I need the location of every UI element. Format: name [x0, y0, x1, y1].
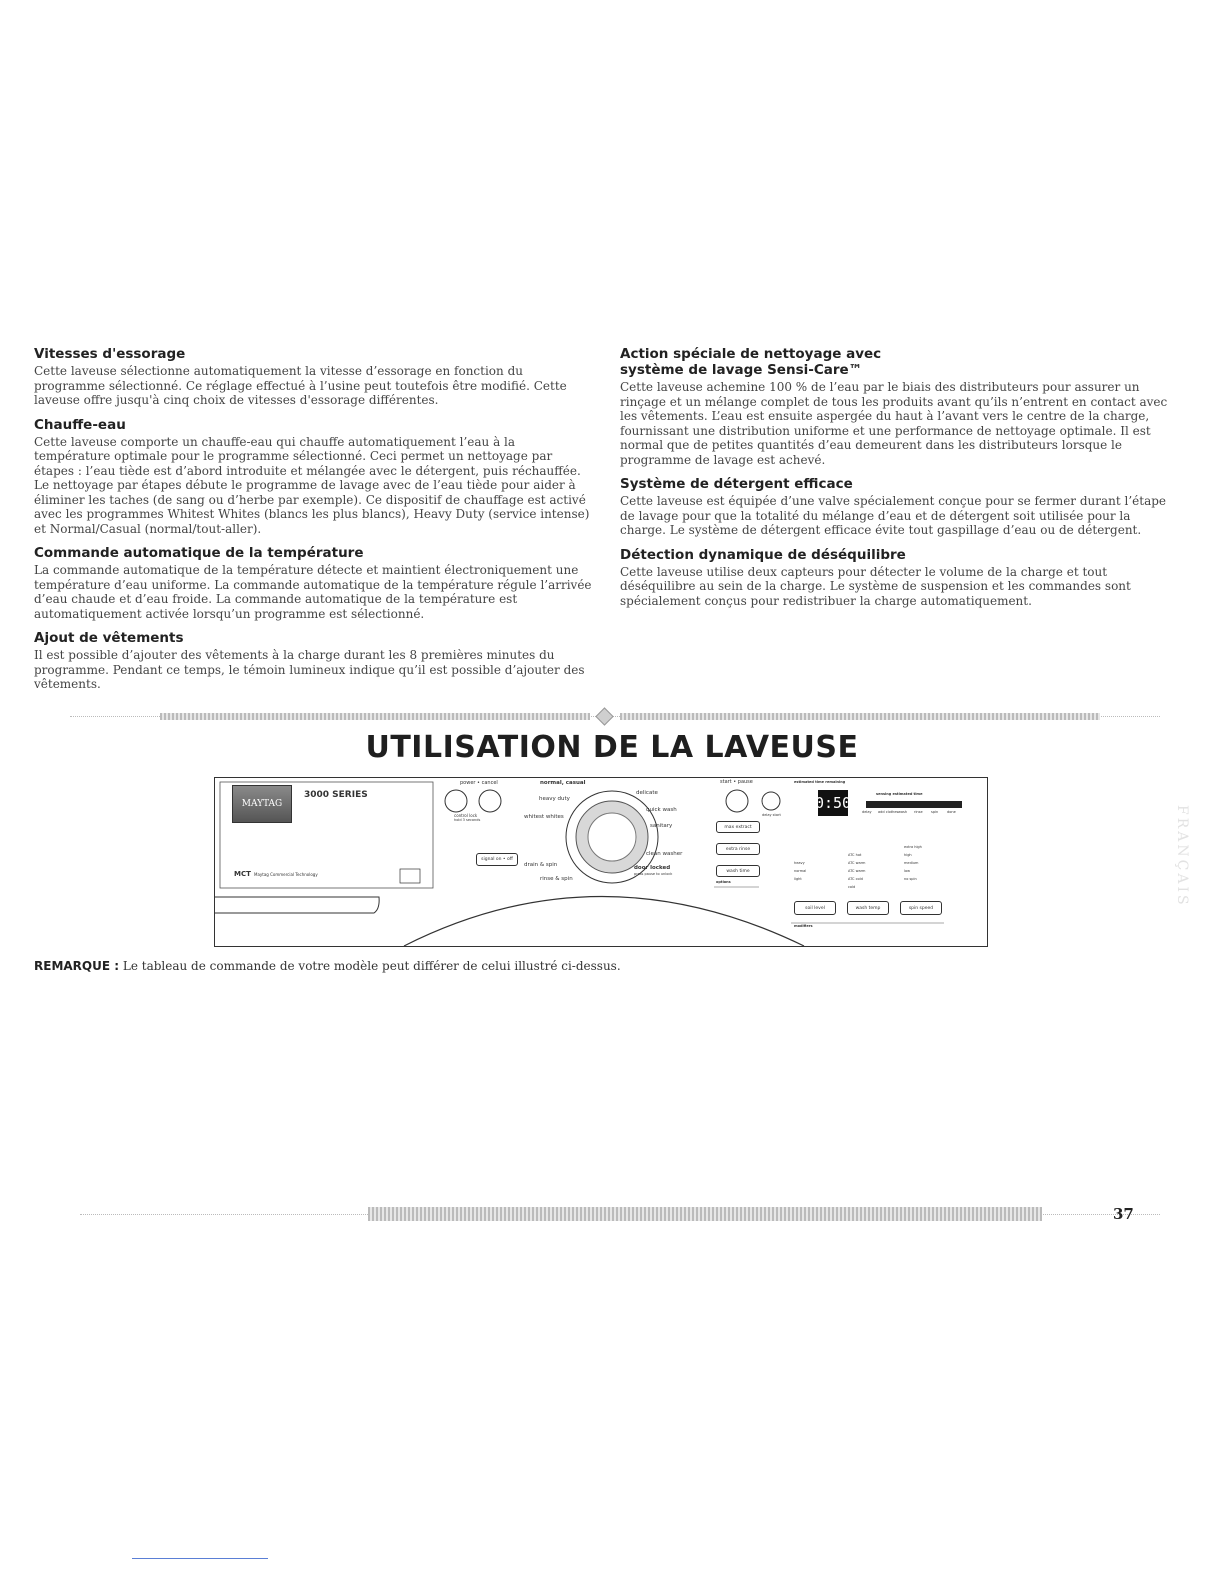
cycle-sanitary[interactable]: sanitary	[650, 823, 673, 829]
soil-level-button[interactable]: soil level	[794, 901, 836, 915]
modifiers-label: modifiers	[794, 924, 813, 928]
mct-label: MCT	[234, 870, 251, 878]
status-stage-wash: wash	[898, 810, 908, 814]
spin-extra-high: extra high	[904, 845, 922, 849]
cycle-whitest-whites[interactable]: whitest whites	[524, 814, 564, 820]
control-lock-sub-label: hold 3 seconds	[454, 818, 481, 822]
options-label: options	[716, 880, 731, 884]
section-body: Cette laveuse comporte un chauffe-eau qui chauffe automatiquement l’eau à la température optimale pour le programme sélectionné. Ceci permet un nettoyage par étapes : l’eau tiède est d’abord introduite et mélangée avec le détergent, puis réchauffée. Le nettoyage par étapes débute le programme de lavage avec de l’eau tiède pour aider à éliminer les taches (de sang ou d’herbe par exemple). Ce dispositif de chauffage est activé avec les programmes Whitest Whites (blancs les plus blancs), Heavy Duty (service intense) et Normal/Casual (normal/tout-aller).	[34, 434, 590, 536]
section-body: Cette laveuse est équipée d’une valve spécialement conçue pour se fermer durant l’étape de lavage pour que la totalité du mélange d’eau et de détergent soit utilisée pour la charge. Le système de détergent efficace évite tout gaspillage d’eau ou de détergent.	[620, 494, 1167, 537]
section-body: Cette laveuse utilise deux capteurs pour détecter le volume de la charge et tout déséquilibre au sein de la charge. Le système de suspension et les commandes sont spécialement conçus pour redistribuer la charge automatiquement.	[620, 564, 1131, 608]
section-title: Ajout de vêtements	[34, 630, 184, 646]
left-column	[34, 346, 594, 701]
section-spin-speeds	[34, 346, 594, 408]
soil-light: light	[794, 877, 802, 881]
page-number: 37	[1113, 1205, 1134, 1223]
bottom-link-line	[132, 1558, 268, 1559]
section-imbalance-detection	[620, 547, 1175, 609]
cycle-normal-casual[interactable]: normal, casual	[540, 780, 586, 786]
page-title: UTILISATION DE LA LAVEUSE	[365, 730, 859, 765]
section-title: Détection dynamique de déséquilibre	[620, 546, 906, 563]
status-title: sensing estimated time	[876, 792, 923, 796]
cycle-heavy-duty[interactable]: heavy duty	[539, 796, 570, 802]
section-body: La commande automatique de la température détecte et maintient électroniquement une température d’eau uniforme. La commande automatique de la température régule l’arrivée d’eau chaude et d’eau froide. La commande automatique de la température est automatiquement activée lorsqu’un programme est sélectionné.	[34, 563, 592, 621]
right-column	[620, 346, 1175, 617]
divider-band-right	[620, 713, 1100, 720]
extra-rinse-button[interactable]: extra rinse	[716, 843, 760, 855]
cycle-quick-wash[interactable]: quick wash	[646, 807, 677, 813]
section-title: Vitesses d'essorage	[34, 346, 186, 362]
signal-button[interactable]: signal on • off	[476, 853, 518, 866]
estimated-time-label: estimated time remaining	[794, 780, 846, 784]
section-body: Cette laveuse sélectionne automatiquement la vitesse d’essorage en fonction du programme sélectionné. Ce réglage effectué à l’usine peut toutefois être modifié. Cette laveuse offre jusqu'à cinq choix de vitesses d'essorage différentes.	[34, 364, 567, 407]
door-locked-indicator: door locked	[634, 865, 671, 871]
series-label: 3000 SERIES	[304, 790, 368, 800]
cycle-drain-spin[interactable]: drain & spin	[524, 862, 558, 868]
section-title: Système de détergent efficace	[620, 476, 853, 492]
cycle-rinse-spin[interactable]: rinse & spin	[540, 876, 573, 882]
status-stage-delay: delay	[862, 810, 872, 814]
temp-warm-1: ATC warm	[848, 861, 866, 865]
spin-high: high	[904, 853, 912, 857]
power-label: power • cancel	[460, 780, 498, 786]
soil-normal: normal	[794, 869, 807, 873]
control-panel-illustration	[214, 777, 988, 947]
maytag-logo: MAYTAG	[232, 785, 292, 823]
section-title: Chauffe-eau	[34, 416, 126, 433]
cycle-delicate[interactable]: delicate	[636, 790, 658, 796]
note-label: REMARQUE :	[34, 959, 120, 973]
temp-hot: ATC hot	[848, 853, 862, 857]
wash-temp-button[interactable]: wash temp	[847, 901, 889, 915]
language-side-label: FRANÇAIS	[1174, 805, 1190, 908]
spin-medium: medium	[904, 861, 919, 865]
soil-heavy: heavy	[794, 861, 805, 865]
max-extract-button[interactable]: max extract	[716, 821, 760, 833]
footer-band	[368, 1207, 1042, 1221]
spin-speed-button[interactable]: spin speed	[900, 901, 942, 915]
time-display: 0:50	[818, 790, 848, 816]
note-text: Le tableau de commande de votre modèle peut différer de celui illustré ci-dessus.	[122, 959, 621, 973]
section-sensi-care	[620, 346, 1175, 467]
section-body: Il est possible d’ajouter des vêtements à la charge durant les 8 premières minutes du programme. Pendant ce temps, le témoin lumineux indique qu’il est possible d’ajouter des vêtements.	[34, 648, 585, 691]
status-stage-add-clothes: add clothes	[878, 810, 899, 814]
start-pause-label: start • pause	[720, 779, 753, 785]
temp-cold: cold	[848, 885, 856, 889]
section-add-garments	[34, 630, 594, 692]
section-title: Action spéciale de nettoyage avec système de lavage Sensi-Care™	[620, 346, 882, 378]
spin-none: no spin	[904, 877, 917, 881]
divider-band-left	[160, 713, 590, 720]
status-stage-spin: spin	[931, 810, 939, 814]
divider-diamond-icon	[595, 707, 613, 725]
delay-start-label: delay start	[762, 813, 781, 817]
section-body: Cette laveuse achemine 100 % de l’eau par le biais des distributeurs pour assurer un rinçage et un mélange complet de tous les produits avant qu’ils n’entrent en contact avec les vêtements. L’eau est ensuite aspergée du haut à l’avant vers le centre de la charge, fournissant une distribution uniforme et une performance de nettoyage optimale. Il est normal que de petites quantités d’eau demeurent dans les distributeurs lorsque le programme de lavage est achevé.	[620, 380, 1168, 467]
mct-sub-label: Maytag Commercial Technology	[254, 872, 318, 877]
panel-outline	[214, 777, 988, 949]
cycle-clean-washer[interactable]: clean washer	[646, 851, 683, 857]
section-detergent-system	[620, 476, 1175, 538]
control-lock-label: control lock	[454, 813, 478, 818]
note	[34, 959, 621, 973]
temp-warm-2: ATC warm	[848, 869, 866, 873]
section-temperature-control	[34, 545, 594, 621]
wash-time-button[interactable]: wash time	[716, 865, 760, 877]
section-water-heater	[34, 417, 594, 537]
door-locked-sub: press pause to unlock	[634, 872, 673, 876]
status-stage-rinse: rinse	[914, 810, 923, 814]
spin-low: low	[904, 869, 910, 873]
temp-cold-atc: ATC cold	[848, 877, 863, 881]
section-title: Commande automatique de la température	[34, 545, 364, 561]
status-stage-done: done	[947, 810, 956, 814]
